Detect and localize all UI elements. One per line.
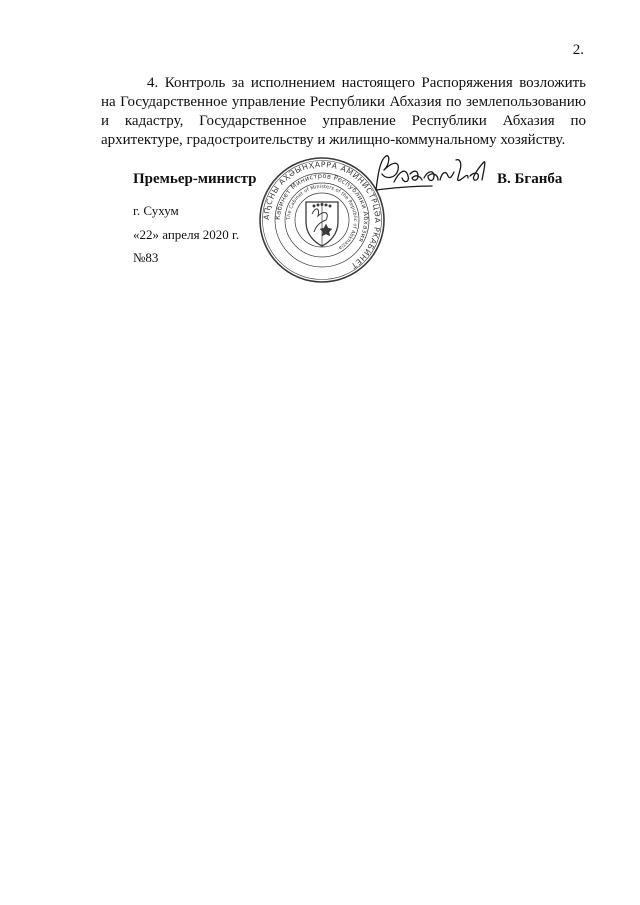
seal-middle-text: Кабинет Министров Республики Абхазия	[273, 171, 371, 244]
handwritten-signature	[372, 150, 490, 200]
official-seal	[258, 156, 386, 284]
signatory-name: В. Бганба	[497, 171, 563, 187]
seal-inner-text: The Cabinet of Ministers of the Republic of Abkhazia	[285, 183, 359, 251]
page-number: 2.	[572, 42, 584, 58]
body-paragraph: 4. Контроль за исполнением настоящего Распоряжения возложить на Государственное управление Республики Абхазия по землепользованию и кадастру, Государственное управление Республики Абхазия по архитектуре, градостроительству и жилищно-коммунальному хозяйству.	[101, 75, 586, 148]
document-number: №83	[133, 250, 159, 265]
signatory-position: Премьер-министр	[133, 171, 257, 187]
document-city: г. Сухум	[133, 203, 179, 218]
emblem-shield-icon	[306, 202, 338, 246]
seal-outer-text: АҦСНЫ АҲӘЫНҲАРРА АМИНИСТРЦӘА РКАБИНЕТ	[261, 159, 383, 271]
document-date: «22» апреля 2020 г.	[133, 227, 240, 242]
